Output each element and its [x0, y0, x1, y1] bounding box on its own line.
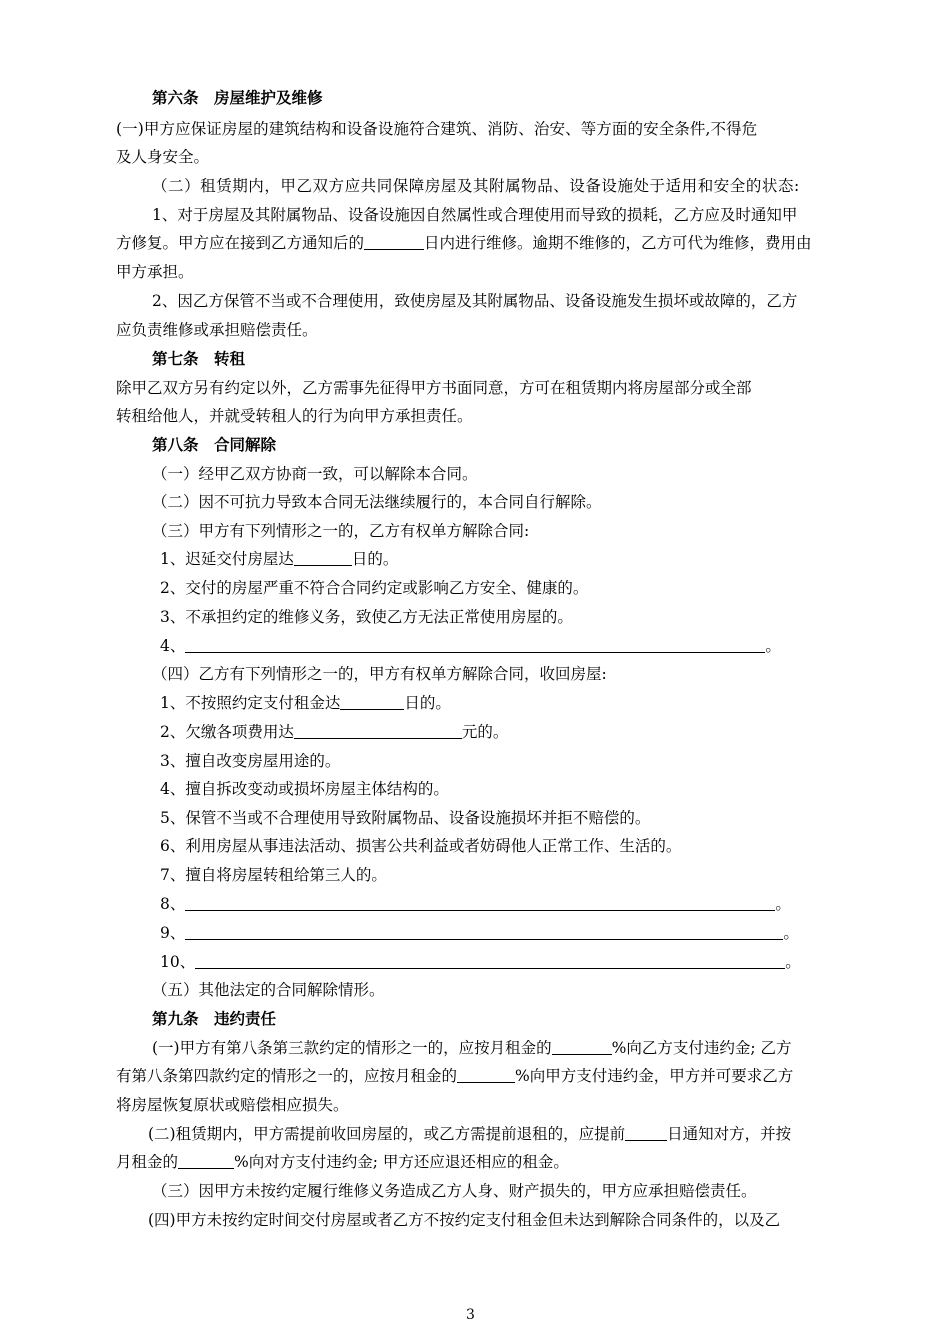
other-condition-9-blank[interactable] — [185, 925, 783, 940]
unpaid-rent-days-blank[interactable] — [340, 695, 404, 710]
notice-days-blank[interactable] — [625, 1126, 667, 1141]
delay-days-blank[interactable] — [294, 551, 352, 566]
article7-title: 第七条 转租 — [152, 349, 246, 368]
other-condition-10-blank[interactable] — [195, 954, 785, 969]
article8-clause4-item5: 5、保管不当或不合理使用导致附属物品、设备设施损坏并拒不赔偿的。 — [160, 809, 651, 827]
repair-days-blank[interactable] — [364, 235, 424, 250]
article9-clause3: （三）因甲方未按约定履行维修义务造成乙方人身、财产损失的，甲方应承担赔偿责任。 — [152, 1182, 757, 1200]
early-termination-rate-blank[interactable] — [178, 1154, 234, 1169]
article7-line2: 转租给他人，并就受转租人的行为向甲方承担责任。 — [116, 407, 473, 425]
article8-clause3-item4: 4、 。 — [160, 637, 781, 655]
article9-clause2-line1: (二)租赁期内，甲方需提前收回房屋的，或乙方需提前退租的，应提前 日通知对方，并按 — [148, 1125, 792, 1143]
penalty-rate-tenant-blank[interactable] — [457, 1068, 515, 1083]
article6-clause1-line2: 及人身安全。 — [116, 148, 210, 166]
article6-clause2: （二）租赁期内，甲乙双方应共同保障房屋及其附属物品、设备设施处于适用和安全的状态: — [152, 177, 800, 195]
article9-title: 第九条 违约责任 — [152, 1009, 277, 1028]
article8-clause3-item3: 3、不承担约定的维修义务，致使乙方无法正常使用房屋的。 — [160, 608, 573, 626]
article6-item1-line2: 方修复。甲方应在接到乙方通知后的 日内进行维修。逾期不维修的，乙方可代为维修，费用由 — [116, 234, 812, 252]
article8-clause4-item3: 3、擅自改变房屋用途的。 — [160, 752, 341, 770]
other-condition-8-blank[interactable] — [185, 896, 775, 911]
article9-clause1-line1: (一)甲方有第八条第三款约定的情形之一的，应按月租金的 %向乙方支付违约金; 乙方 — [152, 1039, 792, 1057]
article8-clause4-item9: 9、 。 — [160, 924, 799, 942]
page-number: 3 — [466, 1307, 475, 1323]
article8-title: 第八条 合同解除 — [152, 435, 277, 454]
article8-clause4-item1: 1、不按照约定支付租金达 日的。 — [160, 694, 451, 712]
article8-clause2: （二）因不可抗力导致本合同无法继续履行的，本合同自行解除。 — [152, 493, 602, 511]
article6-clause1-line1: (一)甲方应保证房屋的建筑结构和设备设施符合建筑、消防、治安、等方面的安全条件,不得危 — [116, 120, 758, 138]
penalty-rate-landlord-blank[interactable] — [552, 1040, 612, 1055]
article6-item1-line3: 甲方承担。 — [116, 263, 194, 281]
article8-clause1: （一）经甲乙双方协商一致，可以解除本合同。 — [152, 465, 478, 483]
article9-clause4: (四)甲方未按约定时间交付房屋或者乙方不按约定支付租金但未达到解除合同条件的，以及乙 — [148, 1211, 781, 1229]
article8-clause3-item1: 1、迟延交付房屋达 日的。 — [160, 550, 399, 568]
article8-clause4-item10: 10、 。 — [160, 953, 801, 971]
article9-clause2-line2: 月租金的 %向对方支付违约金; 甲方还应退还相应的租金。 — [116, 1153, 569, 1171]
article8-clause3: （三）甲方有下列情形之一的，乙方有权单方解除合同: — [152, 522, 530, 540]
article9-clause1-line3: 将房屋恢复原状或赔偿相应损失。 — [116, 1096, 349, 1114]
other-condition-blank[interactable] — [185, 638, 765, 653]
article6-title: 第六条 房屋维护及维修 — [152, 88, 323, 107]
article8-clause4-item2: 2、欠缴各项费用达 元的。 — [160, 723, 509, 741]
article8-clause4-item8: 8、 。 — [160, 895, 791, 913]
article6-item1-line1: 1、对于房屋及其附属物品、设备设施因自然属性或合理使用而导致的损耗，乙方应及时通知甲 — [152, 206, 798, 224]
article8-clause3-item2: 2、交付的房屋严重不符合合同约定或影响乙方安全、健康的。 — [160, 579, 589, 597]
article7-line1: 除甲乙双方另有约定以外，乙方需事先征得甲方书面同意，方可在租赁期内将房屋部分或全部 — [116, 379, 752, 397]
article8-clause5: （五）其他法定的合同解除情形。 — [152, 981, 385, 999]
unpaid-fees-amount-blank[interactable] — [294, 724, 462, 739]
article8-clause4: （四）乙方有下列情形之一的，甲方有权单方解除合同，收回房屋: — [152, 665, 607, 683]
article6-item2-line2: 应负责维修或承担赔偿责任。 — [116, 321, 318, 339]
article6-item2-line1: 2、因乙方保管不当或不合理使用，致使房屋及其附属物品、设备设施发生损坏或故障的，乙方 — [152, 292, 798, 310]
article8-clause4-item7: 7、擅自将房屋转租给第三人的。 — [160, 866, 387, 884]
article8-clause4-item4: 4、擅自拆改变动或损坏房屋主体结构的。 — [160, 780, 449, 798]
article9-clause1-line2: 有第八条第四款约定的情形之一的，应按月租金的 %向甲方支付违约金，甲方并可要求乙方 — [116, 1067, 794, 1085]
article8-clause4-item6: 6、利用房屋从事违法活动、损害公共利益或者妨碍他人正常工作、生活的。 — [160, 837, 682, 855]
